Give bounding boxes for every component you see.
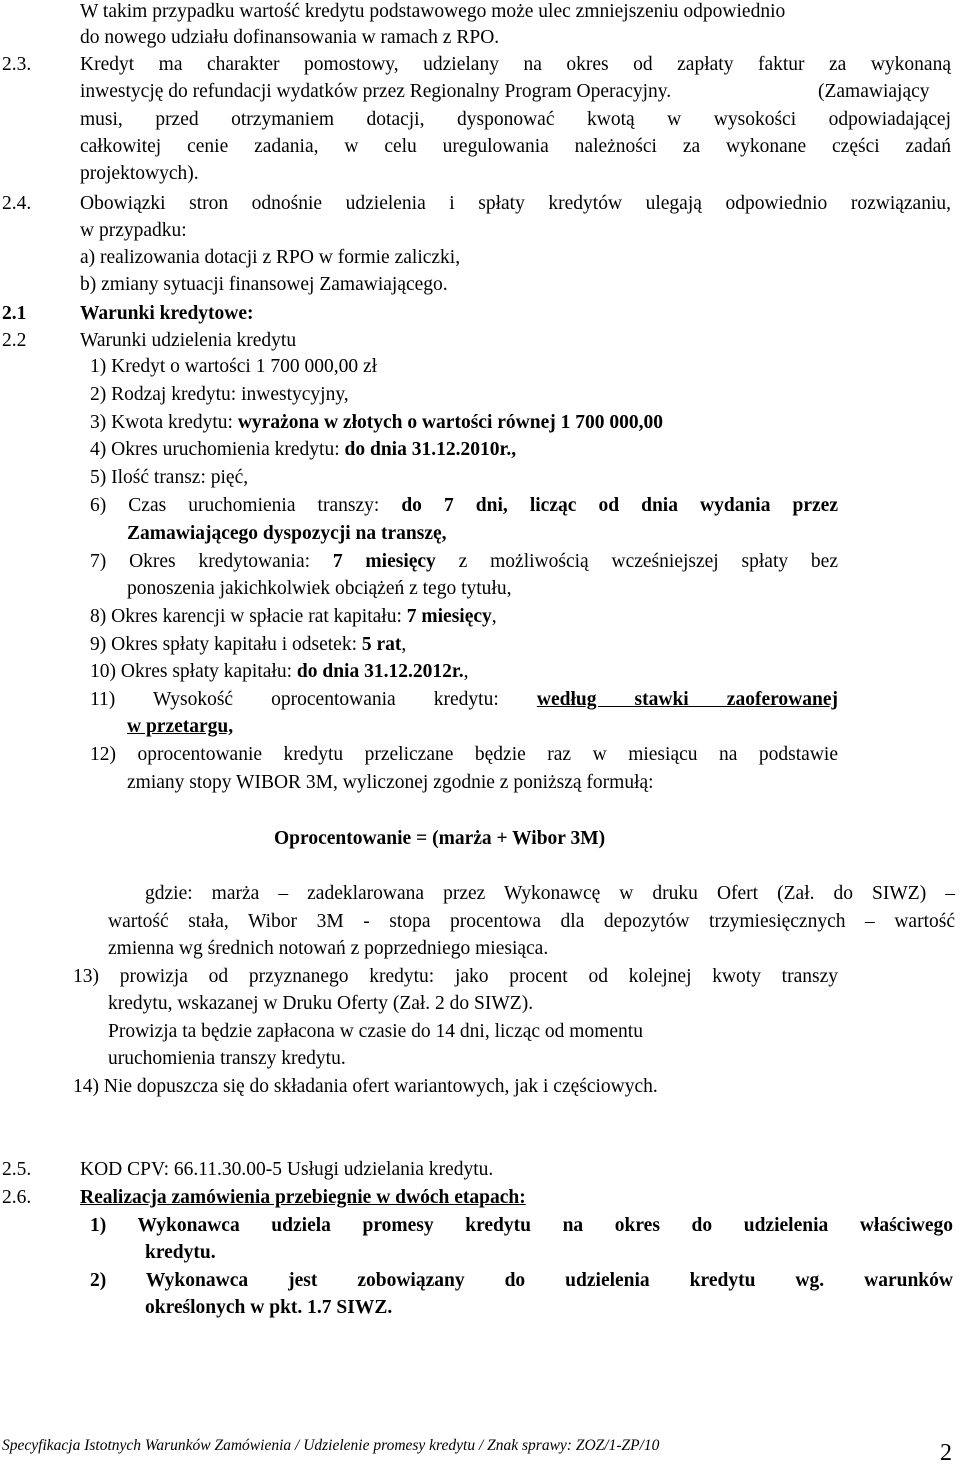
list-item: 13) prowizja od przyznanego kredytu: jako procent od kolejnej kwoty transzy [73, 966, 838, 987]
intro-line-1: W takim przypadku wartość kredytu podstawowego może ulec zmniejszeniu odpowiednio [80, 1, 786, 22]
paragraph-line: Obowiązki stron odnośnie udzielenia i spłaty kredytów ulegają odpowiednio rozwiązaniu, [80, 193, 951, 214]
list-item-continuation: kredytu, wskazanej w Druku Oferty (Zał. 2 do SIWZ). [108, 993, 534, 1014]
section-title: Realizacja zamówienia przebiegnie w dwóch etapach: [80, 1187, 526, 1208]
list-item: 2) Wykonawca jest zobowiązany do udzielenia kredytu wg. warunków [90, 1270, 953, 1291]
list-item: 8) Okres karencji w spłacie rat kapitału: 7 miesięcy, [90, 606, 497, 627]
list-item: 7) Okres kredytowania: 7 miesięcy z możliwością wcześniejszej spłaty bez [90, 551, 838, 572]
section-title: Warunki kredytowe: [80, 303, 254, 324]
section-number: 2.6. [2, 1187, 32, 1208]
list-item: b) zmiany sytuacji finansowej Zamawiającego. [80, 274, 448, 295]
section-number: 2.1 [2, 303, 27, 324]
list-item: 1) Wykonawca udziela promesy kredytu na okres do udzielenia właściwego [90, 1215, 953, 1236]
list-item-continuation: uruchomienia transzy kredytu. [108, 1048, 346, 1069]
paragraph-line: Kredyt ma charakter pomostowy, udzielany na okres od zapłaty faktur za wykonaną [80, 54, 951, 75]
paragraph-line: projektowych). [80, 163, 199, 184]
paragraph-line: całkowitej cenie zadania, w celu uregulowania należności za wykonane części zadań [80, 136, 951, 157]
section-number: 2.2 [2, 330, 27, 351]
section-number: 2.3. [2, 54, 32, 75]
list-item: 10) Okres spłaty kapitału: do dnia 31.12.2012r., [90, 661, 469, 682]
list-item-continuation: określonych w pkt. 1.7 SIWZ. [145, 1297, 393, 1318]
list-item-continuation: Zamawiającego dyspozycji na transzę, [127, 523, 447, 544]
section-number: 2.4. [2, 193, 32, 214]
list-item: 3) Kwota kredytu: wyrażona w złotych o wartości równej 1 700 000,00 [90, 412, 663, 433]
list-item: 2) Rodzaj kredytu: inwestycyjny, [90, 384, 349, 405]
section-number: 2.5. [2, 1159, 32, 1180]
list-item: 12) oprocentowanie kredytu przeliczane będzie raz w miesiącu na podstawie [90, 744, 838, 765]
paragraph-line: w przypadku: [80, 220, 187, 241]
formula-explanation: wartość stała, Wibor 3M - stopa procentowa dla depozytów trzymiesięcznych – wartość [108, 911, 955, 932]
section-title: Warunki udzielenia kredytu [80, 330, 297, 351]
list-item: 1) Kredyt o wartości 1 700 000,00 zł [90, 356, 378, 377]
list-item: 4) Okres uruchomienia kredytu: do dnia 31.12.2010r., [90, 439, 517, 460]
paragraph-line: musi, przed otrzymaniem dotacji, dysponować kwotą w wysokości odpowiadającej [80, 109, 951, 130]
paragraph-line: inwestycję do refundacji wydatków przez Regionalny Program Operacyjny. [80, 81, 672, 102]
list-item-continuation: zmiany stopy WIBOR 3M, wyliczonej zgodnie z poniższą formułą: [127, 772, 654, 793]
list-item: 9) Okres spłaty kapitału i odsetek: 5 rat, [90, 634, 407, 655]
page-number: 2 [940, 1440, 952, 1466]
cpv-code: KOD CPV: 66.11.30.00-5 Usługi udzielania kredytu. [80, 1159, 494, 1180]
paragraph-line: (Zamawiający [818, 81, 930, 102]
list-item: 5) Ilość transz: pięć, [90, 467, 249, 488]
list-item-continuation: Prowizja ta będzie zapłacona w czasie do 14 dni, licząc od momentu [108, 1021, 643, 1042]
list-item: 11) Wysokość oprocentowania kredytu: według stawki zaoferowanej [90, 689, 838, 710]
list-item-continuation: ponoszenia jakichkolwiek obciążeń z tego tytułu, [127, 578, 512, 599]
formula: Oprocentowanie = (marża + Wibor 3M) [274, 828, 606, 849]
list-item-continuation: w przetargu, [127, 716, 234, 737]
list-item: 6) Czas uruchomienia transzy: do 7 dni, licząc od dnia wydania przez [90, 495, 838, 516]
page-footer: Specyfikacja Istotnych Warunków Zamówienia / Udzielenie promesy kredytu / Znak sprawy: ZOZ/1-ZP/10 [2, 1437, 660, 1454]
formula-explanation: zmienna wg średnich notowań z poprzedniego miesiąca. [108, 938, 549, 959]
list-item: a) realizowania dotacji z RPO w formie zaliczki, [80, 247, 461, 268]
list-item: 14) Nie dopuszcza się do składania ofert wariantowych, jak i częściowych. [73, 1076, 658, 1097]
formula-explanation: gdzie: marża – zadeklarowana przez Wykonawcę w druku Ofert (Zał. do SIWZ) – [145, 883, 955, 904]
list-item-continuation: kredytu. [145, 1242, 216, 1263]
intro-line-2: do nowego udziału dofinansowania w ramach z RPO. [80, 27, 500, 48]
